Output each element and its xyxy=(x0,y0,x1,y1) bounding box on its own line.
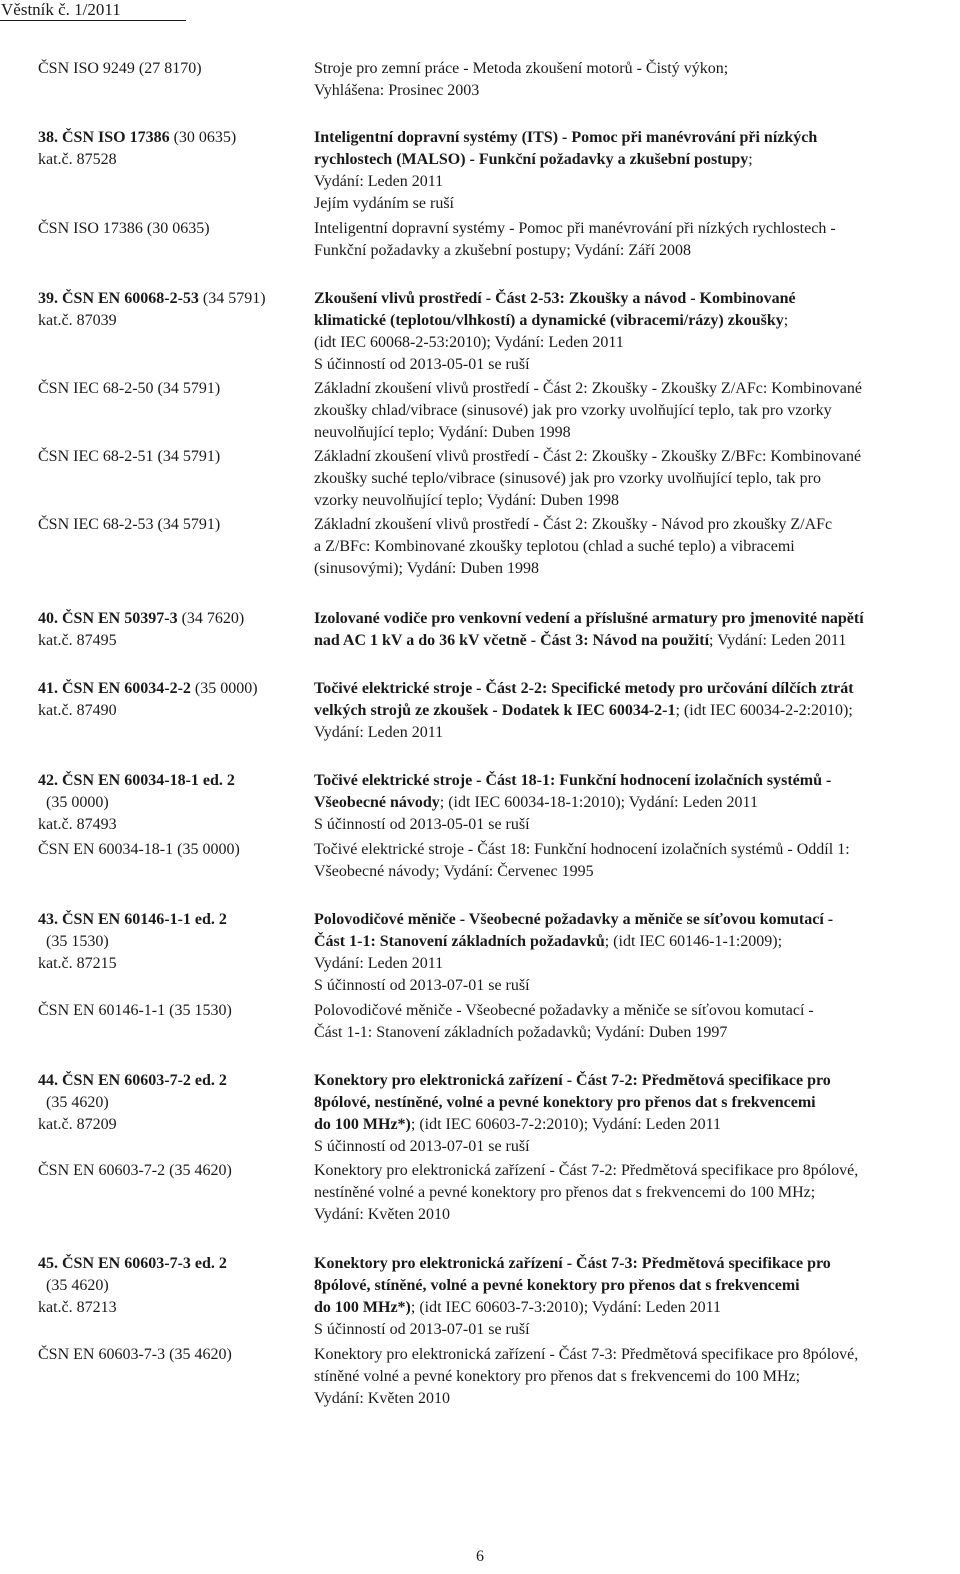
code-line xyxy=(38,700,308,722)
bold-text: Točivé elektrické stroje - Část 2-2: Specifické metody pro určování dílčích ztrát xyxy=(314,680,854,697)
regular-text: ; xyxy=(748,151,753,168)
standard-description xyxy=(314,909,954,997)
code-line xyxy=(38,310,308,332)
code-line xyxy=(38,1092,308,1114)
standard-code xyxy=(38,514,308,536)
standard-description xyxy=(314,1344,954,1410)
bold-text: Izolované vodiče pro venkovní vedení a příslušné armatury pro jmenovité napětí xyxy=(314,610,864,627)
description-line xyxy=(314,700,954,722)
bold-text: 41. ČSN EN 60034-2-2 xyxy=(38,680,191,697)
regular-text: (35 1530) xyxy=(38,933,109,950)
regular-text: ; (idt IEC 60603-7-2:2010); Vydání: Leden 2011 xyxy=(410,1116,722,1133)
regular-text: (34 5791) xyxy=(198,290,266,307)
regular-text: ; (idt IEC 60146-1-1:2009); xyxy=(604,933,783,950)
regular-text: (idt IEC 60068-2-53:2010); Vydání: Leden 2011 xyxy=(314,334,624,351)
bold-text: 42. ČSN EN 60034-18-1 ed. 2 xyxy=(38,772,235,789)
regular-text: kat.č. 87215 xyxy=(38,955,117,972)
description-line xyxy=(314,149,954,171)
standard-description xyxy=(314,288,954,376)
standard-code xyxy=(38,1070,308,1136)
standard-code xyxy=(38,839,308,861)
description-line xyxy=(314,814,954,836)
regular-text: ; (idt IEC 60034-2-2:2010); xyxy=(675,702,853,719)
description-line xyxy=(314,80,954,102)
standard-code xyxy=(38,288,308,332)
description-line xyxy=(314,127,954,149)
code-line xyxy=(38,953,308,975)
bold-text: Konektory pro elektronická zařízení - Část 7-2: Předmětová specifikace pro xyxy=(314,1072,831,1089)
bold-text: 8pólové, stíněné, volné a pevné konektory pro přenos dat s frekvencemi xyxy=(314,1277,800,1294)
description-line xyxy=(314,1182,954,1204)
regular-text: zkoušky suché teplo/vibrace (sinusové) jak pro vzorky uvolňující teplo, tak pro xyxy=(314,470,821,487)
description-line xyxy=(314,1070,954,1092)
code-line xyxy=(38,770,308,792)
regular-text: ; Vydání: Leden 2011 xyxy=(709,632,847,649)
regular-text: kat.č. 87039 xyxy=(38,312,117,329)
code-line xyxy=(38,1000,308,1022)
bold-text: 43. ČSN EN 60146-1-1 ed. 2 xyxy=(38,911,227,928)
bold-text: Inteligentní dopravní systémy (ITS) - Pomoc při manévrování při nízkých xyxy=(314,129,818,146)
regular-text: Vydání: Leden 2011 xyxy=(314,955,444,972)
regular-text: ČSN ISO 17386 (30 0635) xyxy=(38,220,210,237)
description-line xyxy=(314,975,954,997)
description-line xyxy=(314,953,954,975)
regular-text: (sinusovými); Vydání: Duben 1998 xyxy=(314,560,540,577)
code-line xyxy=(38,678,308,700)
standard-code xyxy=(38,1344,308,1366)
regular-text: (35 4620) xyxy=(38,1277,109,1294)
code-line xyxy=(38,931,308,953)
bold-text: Všeobecné návody xyxy=(314,794,440,811)
description-line xyxy=(314,288,954,310)
standard-description xyxy=(314,378,954,444)
bulletin-header-title: Věstník č. 1/2011 xyxy=(1,0,121,19)
regular-text: Konektory pro elektronická zařízení - Část 7-3: Předmětová specifikace pro 8pólové, xyxy=(314,1346,859,1363)
description-line xyxy=(314,171,954,193)
bold-text: do 100 MHz*) xyxy=(314,1116,411,1133)
regular-text: S účinností od 2013-07-01 se ruší xyxy=(314,977,530,994)
bold-text: 38. ČSN ISO 17386 xyxy=(38,129,170,146)
bold-text: rychlostech (MALSO) - Funkční požadavky a zkušební postupy xyxy=(314,151,749,168)
bold-text: 44. ČSN EN 60603-7-2 ed. 2 xyxy=(38,1072,227,1089)
regular-text: (35 0000) xyxy=(190,680,258,697)
description-line xyxy=(314,1297,954,1319)
standard-description xyxy=(314,1000,954,1044)
regular-text: (35 4620) xyxy=(38,1094,109,1111)
code-line xyxy=(38,1070,308,1092)
code-line xyxy=(38,630,308,652)
regular-text: kat.č. 87213 xyxy=(38,1299,117,1316)
code-line xyxy=(38,839,308,861)
standard-description xyxy=(314,58,954,102)
description-line xyxy=(314,1366,954,1388)
regular-text: kat.č. 87493 xyxy=(38,816,117,833)
regular-text: Základní zkoušení vlivů prostředí - Část 2: Zkoušky - Zkoušky Z/AFc: Kombinované xyxy=(314,380,862,397)
code-line xyxy=(38,1297,308,1319)
standard-description xyxy=(314,514,954,580)
regular-text: ; (idt IEC 60034-18-1:2010); Vydání: Leden 2011 xyxy=(439,794,758,811)
regular-text: (35 0000) xyxy=(38,794,109,811)
regular-text: Konektory pro elektronická zařízení - Část 7-2: Předmětová specifikace pro 8pólové, xyxy=(314,1162,859,1179)
description-line xyxy=(314,58,954,80)
regular-text: Základní zkoušení vlivů prostředí - Část 2: Zkoušky - Zkoušky Z/BFc: Kombinované xyxy=(314,448,862,465)
description-line xyxy=(314,1000,954,1022)
regular-text: neuvolňující teplo; Vydání: Duben 1998 xyxy=(314,424,571,441)
regular-text: ČSN IEC 68-2-50 (34 5791) xyxy=(38,380,221,397)
regular-text: ČSN IEC 68-2-51 (34 5791) xyxy=(38,448,221,465)
description-line xyxy=(314,792,954,814)
description-line xyxy=(314,1136,954,1158)
standard-description xyxy=(314,1070,954,1158)
regular-text: Polovodičové měniče - Všeobecné požadavky a měniče se síťovou komutací - xyxy=(314,1002,814,1019)
standard-description xyxy=(314,218,954,262)
code-line xyxy=(38,1344,308,1366)
bold-text: do 100 MHz*) xyxy=(314,1299,411,1316)
bold-text: Část 1-1: Stanovení základních požadavků xyxy=(314,933,605,950)
code-line xyxy=(38,378,308,400)
description-line xyxy=(314,608,954,630)
description-line xyxy=(314,1275,954,1297)
bold-text: velkých strojů ze zkoušek - Dodatek k IEC 60034-2-1 xyxy=(314,702,676,719)
standard-code xyxy=(38,770,308,836)
regular-text: Inteligentní dopravní systémy - Pomoc při manévrování při nízkých rychlostech - xyxy=(314,220,836,237)
regular-text: ČSN EN 60034-18-1 (35 0000) xyxy=(38,841,240,858)
description-line xyxy=(314,1204,954,1226)
regular-text: ; xyxy=(783,312,789,329)
description-line xyxy=(314,1344,954,1366)
description-line xyxy=(314,240,954,262)
regular-text: Vydání: Leden 2011 xyxy=(314,173,444,190)
header-rule xyxy=(0,20,186,21)
regular-text: ČSN IEC 68-2-53 (34 5791) xyxy=(38,516,221,533)
code-line xyxy=(38,127,308,149)
regular-text: Vydání: Květen 2010 xyxy=(314,1390,450,1407)
description-line xyxy=(314,839,954,861)
standard-code xyxy=(38,127,308,171)
regular-text: nestíněné volné a pevné konektory pro přenos dat s frekvencemi do 100 MHz; xyxy=(314,1184,816,1201)
regular-text: Vydání: Leden 2011 xyxy=(314,724,444,741)
description-line xyxy=(314,378,954,400)
bold-text: 8pólové, nestíněné, volné a pevné konektory pro přenos dat s frekvencemi xyxy=(314,1094,816,1111)
regular-text: kat.č. 87209 xyxy=(38,1116,117,1133)
description-line xyxy=(314,1253,954,1275)
description-line xyxy=(314,1319,954,1341)
regular-text: Vydání: Květen 2010 xyxy=(314,1206,450,1223)
description-line xyxy=(314,332,954,354)
standard-code xyxy=(38,218,308,240)
bold-text: Konektory pro elektronická zařízení - Část 7-3: Předmětová specifikace pro xyxy=(314,1255,831,1272)
description-line xyxy=(314,630,954,652)
page-number: 6 xyxy=(476,1548,484,1565)
description-line xyxy=(314,722,954,744)
description-line xyxy=(314,861,954,883)
regular-text: Všeobecné návody; Vydání: Červenec 1995 xyxy=(314,863,594,880)
description-line xyxy=(314,468,954,490)
code-line xyxy=(38,814,308,836)
description-line xyxy=(314,354,954,376)
bold-text: nad AC 1 kV a do 36 kV včetně - Část 3: Návod na použití xyxy=(314,632,710,649)
description-line xyxy=(314,678,954,700)
regular-text: S účinností od 2013-07-01 se ruší xyxy=(314,1321,530,1338)
regular-text: Točivé elektrické stroje - Část 18: Funkční hodnocení izolačních systémů - Oddíl 1: xyxy=(314,841,850,858)
code-line xyxy=(38,446,308,468)
regular-text: Část 1-1: Stanovení základních požadavků; Vydání: Duben 1997 xyxy=(314,1024,728,1041)
description-line xyxy=(314,770,954,792)
standard-code xyxy=(38,1000,308,1022)
code-line xyxy=(38,1160,308,1182)
regular-text: kat.č. 87528 xyxy=(38,151,117,168)
description-line xyxy=(314,193,954,215)
code-line xyxy=(38,792,308,814)
description-line xyxy=(314,422,954,444)
description-line xyxy=(314,1114,954,1136)
standard-description xyxy=(314,1253,954,1341)
bold-text: Točivé elektrické stroje - Část 18-1: Funkční hodnocení izolačních systémů - xyxy=(314,772,832,789)
standard-code xyxy=(38,608,308,652)
regular-text: ; (idt IEC 60603-7-3:2010); Vydání: Leden 2011 xyxy=(410,1299,722,1316)
regular-text: ČSN EN 60603-7-2 (35 4620) xyxy=(38,1162,232,1179)
standard-code xyxy=(38,446,308,468)
regular-text: kat.č. 87490 xyxy=(38,702,117,719)
description-line xyxy=(314,490,954,512)
code-line xyxy=(38,1275,308,1297)
regular-text: S účinností od 2013-05-01 se ruší xyxy=(314,816,530,833)
description-line xyxy=(314,514,954,536)
regular-text: stíněné volné a pevné konektory pro přenos dat s frekvencemi do 100 MHz; xyxy=(314,1368,801,1385)
regular-text: (34 7620) xyxy=(177,610,245,627)
regular-text: kat.č. 87495 xyxy=(38,632,117,649)
description-line xyxy=(314,558,954,580)
standard-description xyxy=(314,1160,954,1226)
description-line xyxy=(314,400,954,422)
description-line xyxy=(314,1092,954,1114)
regular-text: Stroje pro zemní práce - Metoda zkoušení motorů - Čistý výkon; xyxy=(314,60,729,77)
regular-text: a Z/BFc: Kombinované zkoušky teplotou (chlad a suché teplo) a vibracemi xyxy=(314,538,795,555)
code-line xyxy=(38,149,308,171)
description-line xyxy=(314,310,954,332)
code-line xyxy=(38,608,308,630)
regular-text: ČSN EN 60146-1-1 (35 1530) xyxy=(38,1002,232,1019)
standard-code xyxy=(38,1253,308,1319)
code-line xyxy=(38,1253,308,1275)
regular-text: Jejím vydáním se ruší xyxy=(314,195,454,212)
standard-description xyxy=(314,446,954,512)
code-line xyxy=(38,218,308,240)
description-line xyxy=(314,1022,954,1044)
regular-text: Vyhlášena: Prosinec 2003 xyxy=(314,82,480,99)
regular-text: Funkční požadavky a zkušební postupy; Vydání: Září 2008 xyxy=(314,242,691,259)
standard-code xyxy=(38,378,308,400)
description-line xyxy=(314,1160,954,1182)
regular-text: vzorky neuvolňující teplo; Vydání: Duben 1998 xyxy=(314,492,619,509)
description-line xyxy=(314,446,954,468)
regular-text: S účinností od 2013-05-01 se ruší xyxy=(314,356,530,373)
regular-text: ČSN ISO 9249 (27 8170) xyxy=(38,60,202,77)
code-line xyxy=(38,1114,308,1136)
description-line xyxy=(314,1388,954,1410)
description-line xyxy=(314,536,954,558)
standard-description xyxy=(314,127,954,215)
bold-text: klimatické (teplotou/vlhkostí) a dynamické (vibracemi/rázy) zkoušky xyxy=(314,312,784,329)
bold-text: 40. ČSN EN 50397-3 xyxy=(38,610,178,627)
regular-text: S účinností od 2013-07-01 se ruší xyxy=(314,1138,530,1155)
code-line xyxy=(38,909,308,931)
regular-text: (30 0635) xyxy=(169,129,237,146)
code-line xyxy=(38,514,308,536)
description-line xyxy=(314,909,954,931)
bold-text: Polovodičové měniče - Všeobecné požadavky a měniče se síťovou komutací - xyxy=(314,911,834,928)
standard-code xyxy=(38,678,308,722)
standard-description xyxy=(314,608,954,652)
bold-text: 39. ČSN EN 60068-2-53 xyxy=(38,290,199,307)
standard-code xyxy=(38,909,308,975)
code-line xyxy=(38,288,308,310)
bold-text: 45. ČSN EN 60603-7-3 ed. 2 xyxy=(38,1255,227,1272)
bold-text: Zkoušení vlivů prostředí - Část 2-53: Zkoušky a návod - Kombinované xyxy=(314,290,796,307)
standard-code xyxy=(38,1160,308,1182)
standard-description xyxy=(314,678,954,744)
code-line xyxy=(38,58,308,80)
regular-text: Základní zkoušení vlivů prostředí - Část 2: Zkoušky - Návod pro zkoušky Z/AFc xyxy=(314,516,833,533)
description-line xyxy=(314,931,954,953)
regular-text: ČSN EN 60603-7-3 (35 4620) xyxy=(38,1346,232,1363)
regular-text: zkoušky chlad/vibrace (sinusové) jak pro vzorky uvolňující teplo, tak pro vzorky xyxy=(314,402,832,419)
description-line xyxy=(314,218,954,240)
standard-code xyxy=(38,58,308,80)
standard-description xyxy=(314,770,954,836)
standard-description xyxy=(314,839,954,883)
